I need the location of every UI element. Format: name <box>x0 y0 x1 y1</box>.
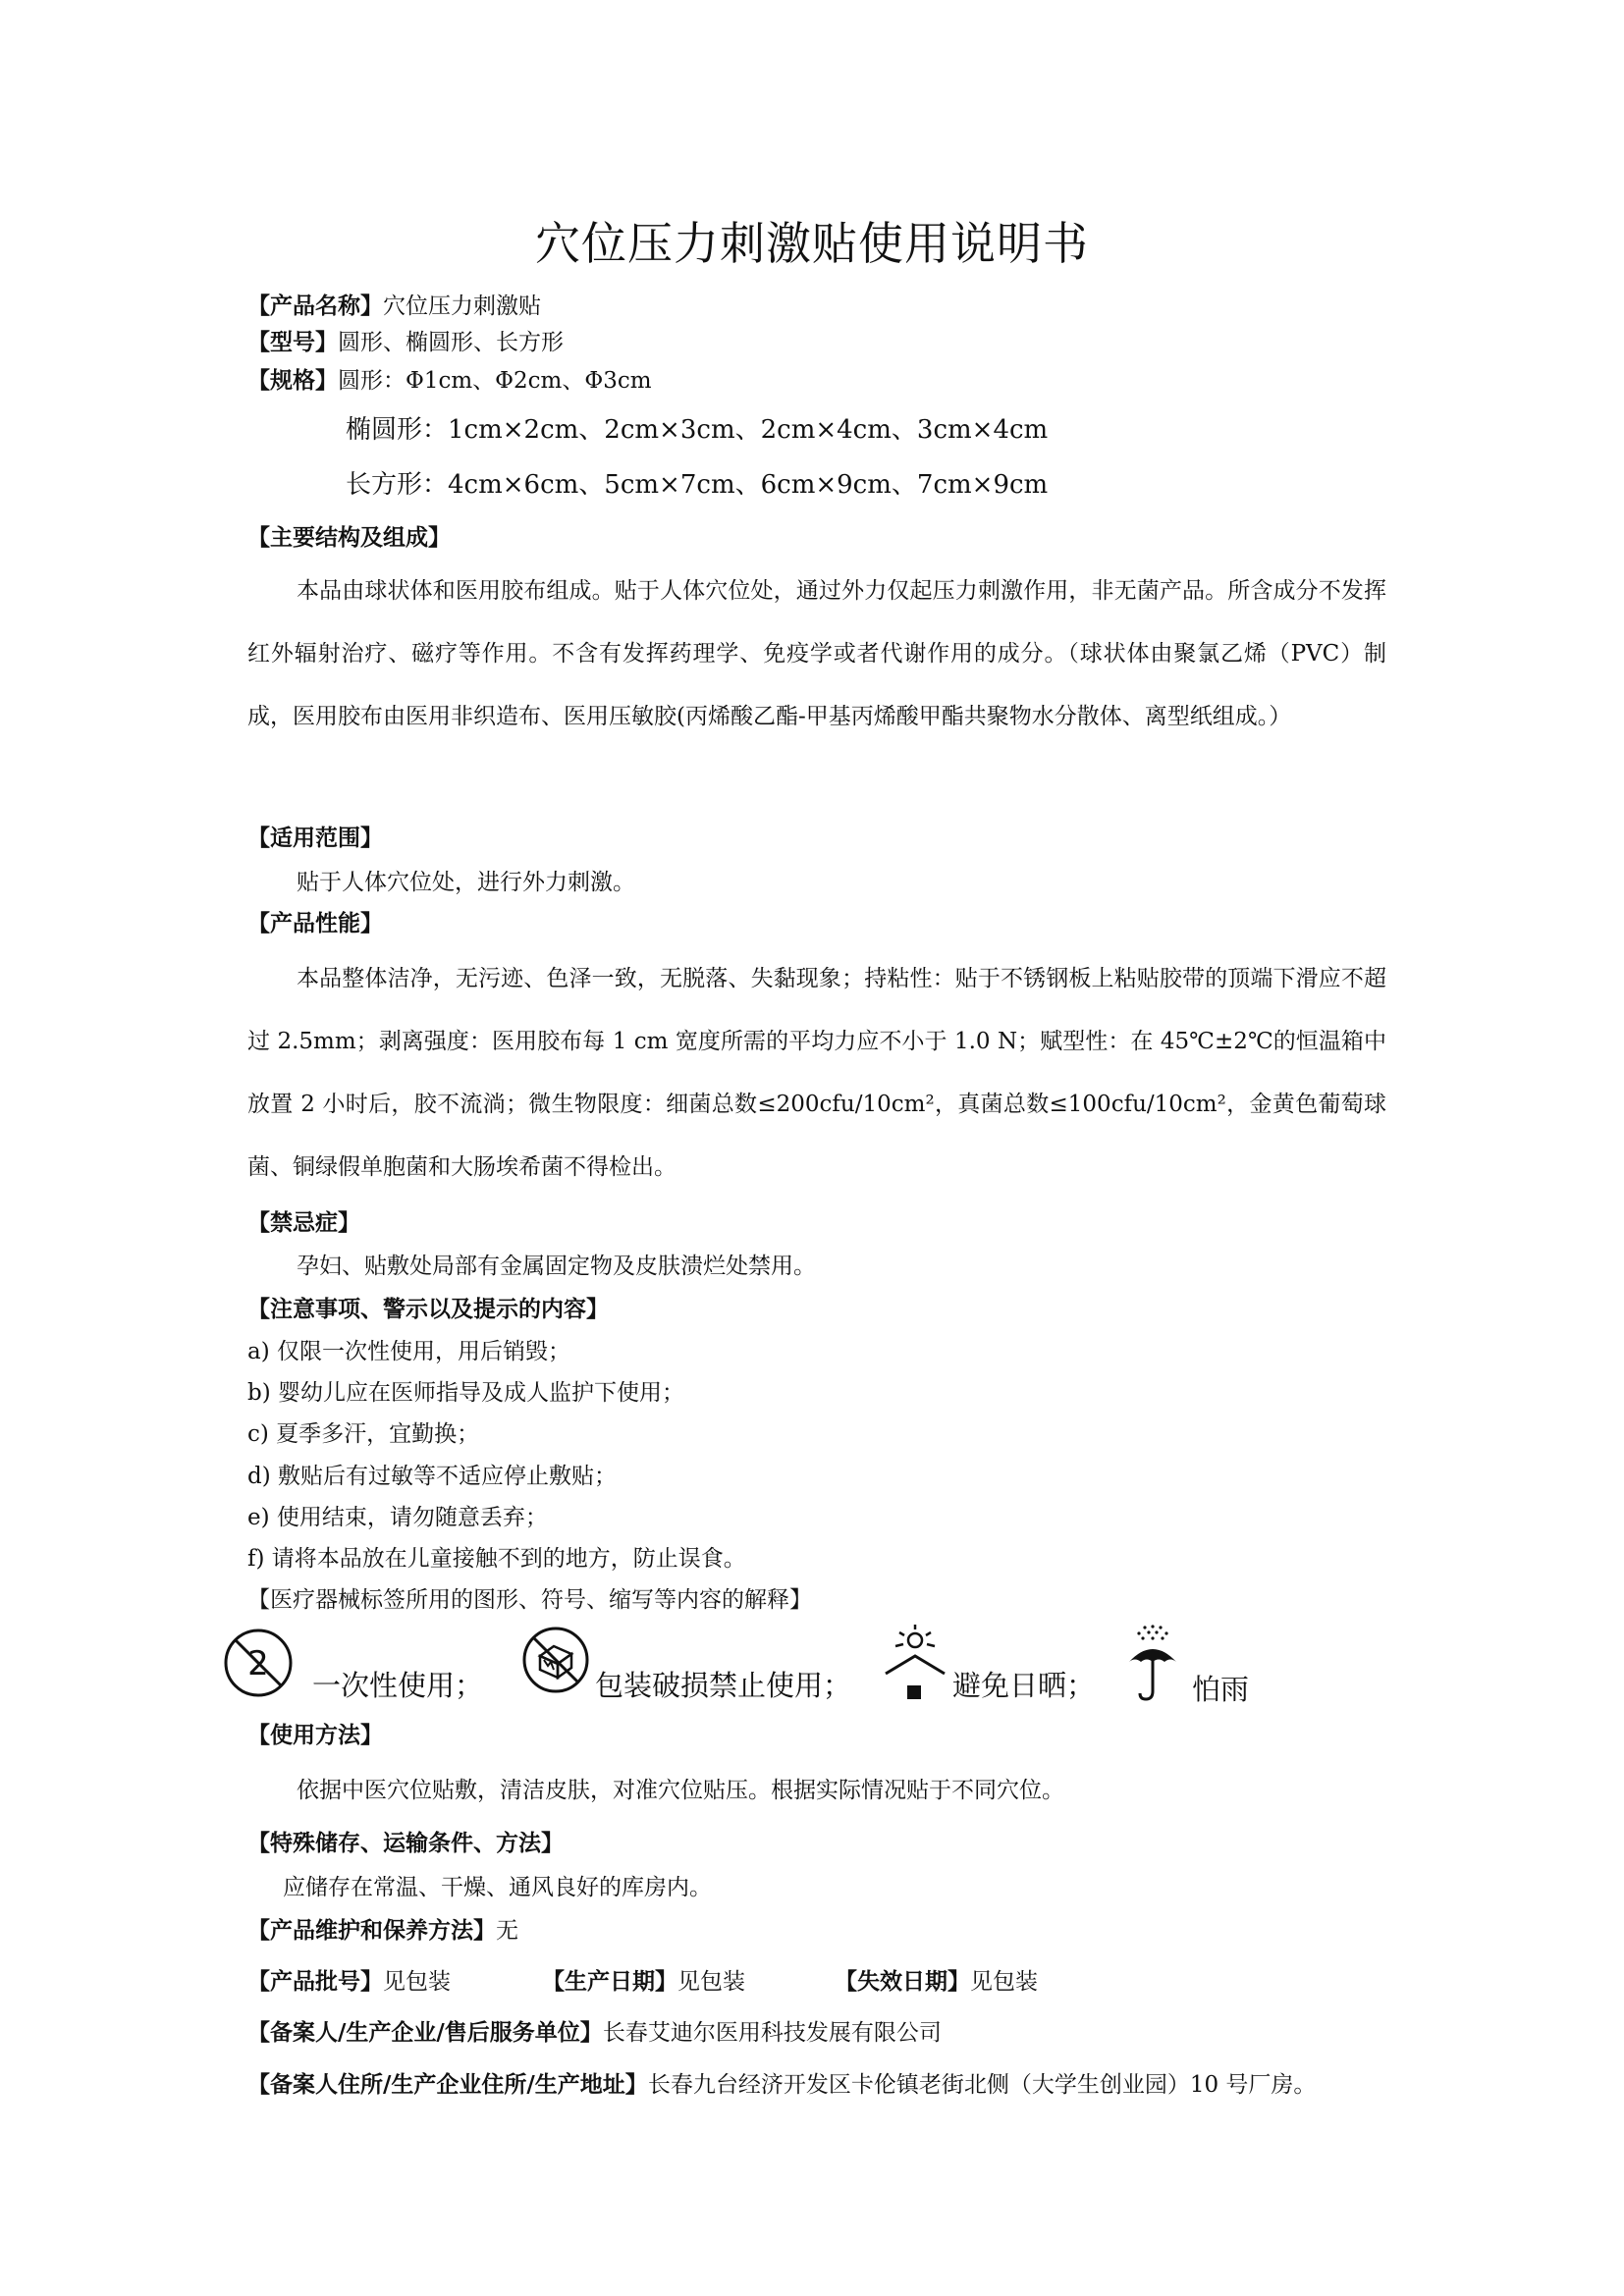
damaged-package-icon <box>520 1625 591 1695</box>
product-name-label: 【产品名称】 <box>247 294 383 319</box>
maintenance-row <box>247 1915 518 1947</box>
cautions-heading: 【注意事项、警示以及提示的内容】 <box>247 1297 609 1322</box>
mfg-date-row <box>542 1966 745 1998</box>
structure-heading: 【主要结构及组成】 <box>247 525 451 551</box>
keep-away-from-sunlight-icon <box>878 1625 952 1703</box>
scope-heading: 【适用范围】 <box>247 826 383 851</box>
caution-item: e) 使用结束，请勿随意丢弃； <box>247 1505 548 1530</box>
single-use-label: 一次性使用； <box>312 1669 484 1702</box>
damaged-package-label: 包装破损禁止使用； <box>595 1669 852 1702</box>
symbols-heading: 【医疗器械标签所用的图形、符号、缩写等内容的解释】 <box>247 1587 812 1613</box>
spec-row <box>247 365 652 397</box>
caution-item: a) 仅限一次性使用，用后销毁； <box>247 1339 570 1364</box>
storage-text: 应储存在常温、干燥、通风良好的库房内。 <box>283 1875 712 1900</box>
performance-text: 本品整体洁净，无污迹、色泽一致，无脱落、失黏现象；持粘性：贴于不锈钢板上粘贴胶带的顶端下滑应不超过 2.5mm；剥离强度：医用胶布每 1 cm 宽度所需的平均力应不小于 1.0 N；赋型性：在 45℃±2℃的恒温箱中放置 2 小时后，胶不流淌；微生物限度：细菌总数≤200cfu/10cm²，真菌总数≤100cfu/10cm²，金黄色葡萄球菌、铜绿假单胞菌和大肠埃希菌不得检出。 <box>247 966 1386 1180</box>
spec-round: 圆形：Φ1cm、Φ2cm、Φ3cm <box>338 368 652 394</box>
keep-dry-icon <box>1123 1625 1182 1703</box>
caution-item: f) 请将本品放在儿童接触不到的地方，防止误食。 <box>247 1546 746 1572</box>
mfg-date-label: 【生产日期】 <box>542 1969 677 1995</box>
exp-date-label: 【失效日期】 <box>835 1969 970 1995</box>
storage-heading: 【特殊储存、运输条件、方法】 <box>247 1831 564 1856</box>
caution-item: b) 婴幼儿应在医师指导及成人监护下使用； <box>247 1380 685 1406</box>
structure-text: 本品由球状体和医用胶布组成。贴于人体穴位处，通过外力仅起压力刺激作用，非无菌产品。所含成分不发挥红外辐射治疗、磁疗等作用。不含有发挥药理学、免疫学或者代谢作用的成分。（球状体由聚氯乙烯（PVC）制成，医用胶布由医用非织造布、医用压敏胶(丙烯酸乙酯-甲基丙烯酸甲酯共聚物水分散体、离型纸组成。） <box>247 578 1386 729</box>
page-title: 穴位压力刺激贴使用说明书 <box>535 217 1089 270</box>
product-name-value: 穴位压力刺激贴 <box>383 294 541 319</box>
keep-away-from-sunlight-label: 避免日晒； <box>952 1669 1096 1702</box>
company-row <box>247 2017 942 2049</box>
contraindication-text: 孕妇、贴敷处局部有金属固定物及皮肤溃烂处禁用。 <box>297 1254 816 1279</box>
exp-date-value: 见包装 <box>970 1969 1038 1995</box>
company-label: 【备案人/生产企业/售后服务单位】 <box>247 2020 603 2046</box>
company-value: 长春艾迪尔医用科技发展有限公司 <box>602 2020 942 2046</box>
batch-row <box>247 1966 451 1998</box>
scope-text: 贴于人体穴位处，进行外力刺激。 <box>297 870 635 895</box>
svg-text:2: 2 <box>247 1644 269 1683</box>
address-label: 【备案人住所/生产企业住所/生产地址】 <box>247 2072 648 2098</box>
mfg-date-value: 见包装 <box>677 1969 745 1995</box>
model-value: 圆形、椭圆形、长方形 <box>338 330 564 355</box>
exp-date-row <box>835 1966 1038 1998</box>
model-label: 【型号】 <box>247 330 338 355</box>
single-use-icon <box>222 1627 295 1699</box>
spec-rect: 长方形：4cm×6cm、5cm×7cm、6cm×9cm、7cm×9cm <box>346 470 1049 500</box>
keep-dry-label: 怕雨 <box>1192 1673 1250 1706</box>
symbols-row <box>222 1625 1322 1713</box>
caution-item: d) 敷贴后有过敏等不适应停止敷贴； <box>247 1464 618 1489</box>
batch-label: 【产品批号】 <box>247 1969 383 1995</box>
contraindication-heading: 【禁忌症】 <box>247 1210 360 1236</box>
usage-text: 依据中医穴位贴敷，清洁皮肤，对准穴位贴压。根据实际情况贴于不同穴位。 <box>297 1778 1064 1803</box>
maintenance-label: 【产品维护和保养方法】 <box>247 1918 496 1944</box>
performance-heading: 【产品性能】 <box>247 911 383 936</box>
address-row <box>247 2069 1316 2101</box>
caution-item: c) 夏季多汗，宜勤换； <box>247 1421 480 1447</box>
maintenance-value: 无 <box>496 1918 518 1944</box>
usage-heading: 【使用方法】 <box>247 1723 383 1748</box>
spec-label: 【规格】 <box>247 368 338 394</box>
batch-value: 见包装 <box>383 1969 451 1995</box>
model-row <box>247 327 564 358</box>
product-name-row <box>247 291 541 322</box>
address-value: 长春九台经济开发区卡伦镇老街北侧（大学生创业园）10 号厂房。 <box>647 2072 1317 2098</box>
spec-oval: 椭圆形：1cm×2cm、2cm×3cm、2cm×4cm、3cm×4cm <box>346 415 1049 445</box>
